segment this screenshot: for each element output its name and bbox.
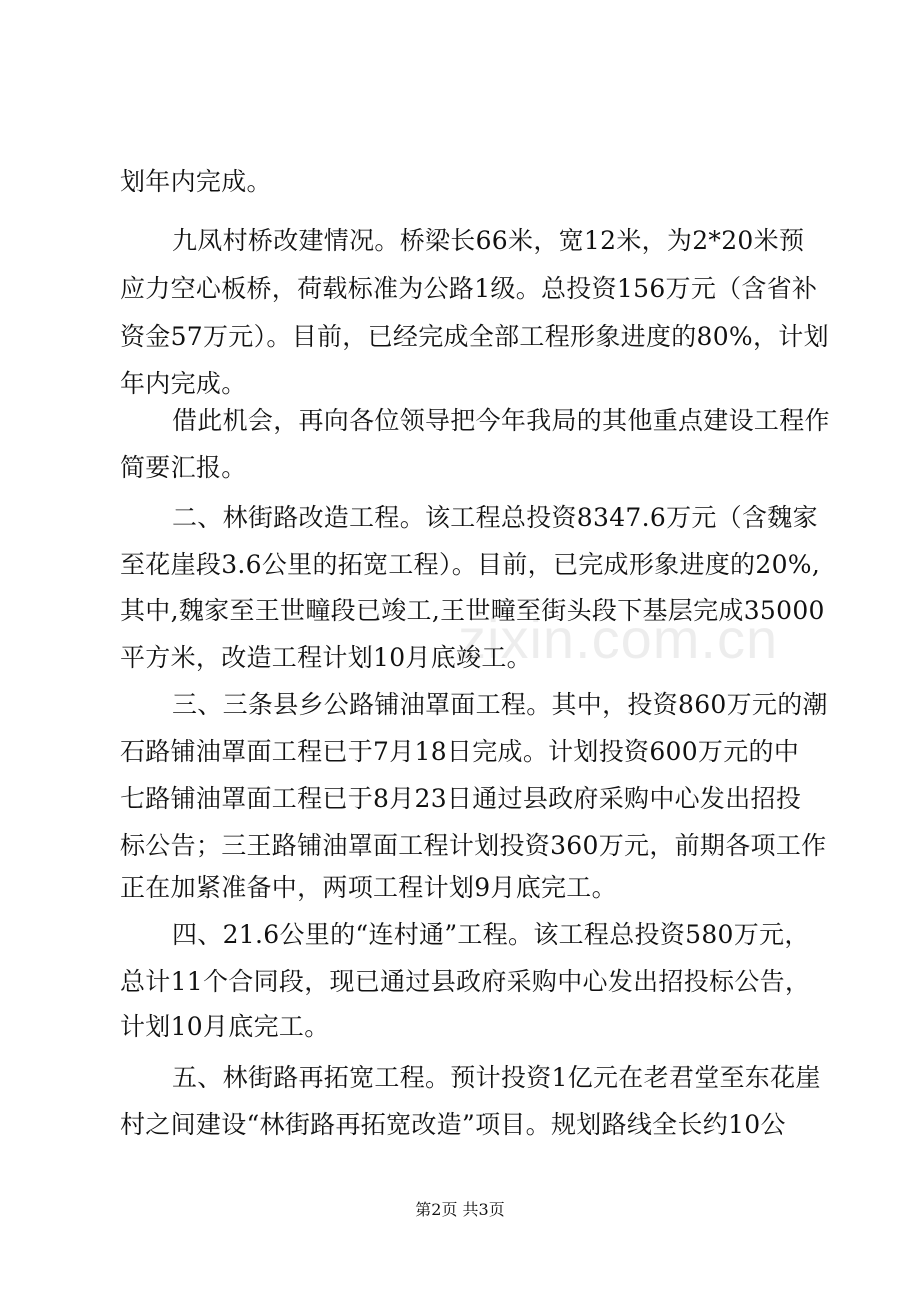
- text-line: 九凤村桥改建情况。桥梁长66米，宽12米，为2*20米预: [172, 226, 805, 255]
- text-line: 计划10月底完工。: [120, 1012, 330, 1041]
- text-line: 二、林街路改造工程。该工程总投资8347.6万元（含魏家: [172, 503, 818, 532]
- text-line: 三、三条县乡公路铺油罩面工程。其中，投资860万元的潮: [172, 690, 828, 719]
- text-line: 村之间建设“林街路再拓宽改造”项目。规划路线全长约10公: [120, 1110, 786, 1139]
- text-line: 应力空心板桥，荷载标准为公路1级。总投资156万元（含省补: [120, 274, 818, 303]
- text-line: 划年内完成。: [120, 167, 272, 196]
- page-footer: 第2页 共3页: [415, 1200, 505, 1219]
- text-line: 其中,魏家至王世疃段已竣工,王世疃至街头段下基层完成35000: [120, 596, 825, 625]
- text-line: 平方米，改造工程计划10月底竣工。: [120, 643, 532, 672]
- text-line: 五、林街路再拓宽工程。预计投资1亿元在老君堂至东花崖: [172, 1063, 821, 1092]
- text-line: 总计11个合同段，现已通过县政府采购中心发出招投标公告，: [120, 967, 811, 996]
- text-line: 正在加紧准备中，两项工程计划9月底完工。: [120, 873, 617, 902]
- text-line: 年内完成。: [120, 369, 247, 398]
- text-line: 借此机会，再向各位领导把今年我局的其他重点建设工程作: [172, 406, 830, 435]
- text-line: 标公告；三王路铺油罩面工程计划投资360万元，前期各项工作: [120, 831, 827, 860]
- text-line: 资金57万元）。目前，已经完成全部工程形象进度的80%，计划: [120, 322, 829, 351]
- text-line: 至花崖段3.6公里的拓宽工程）。目前，已完成形象进度的20%,: [120, 550, 821, 579]
- text-line: 四、21.6公里的“连村通”工程。该工程总投资580万元，: [172, 920, 810, 949]
- text-line: 简要汇报。: [120, 453, 247, 482]
- watermark: zixin.com.cn: [458, 607, 779, 670]
- text-line: 七路铺油罩面工程已于8月23日通过县政府采购中心发出招投: [120, 784, 802, 813]
- text-line: 石路铺油罩面工程已于7月18日完成。计划投资600万元的中: [120, 737, 800, 766]
